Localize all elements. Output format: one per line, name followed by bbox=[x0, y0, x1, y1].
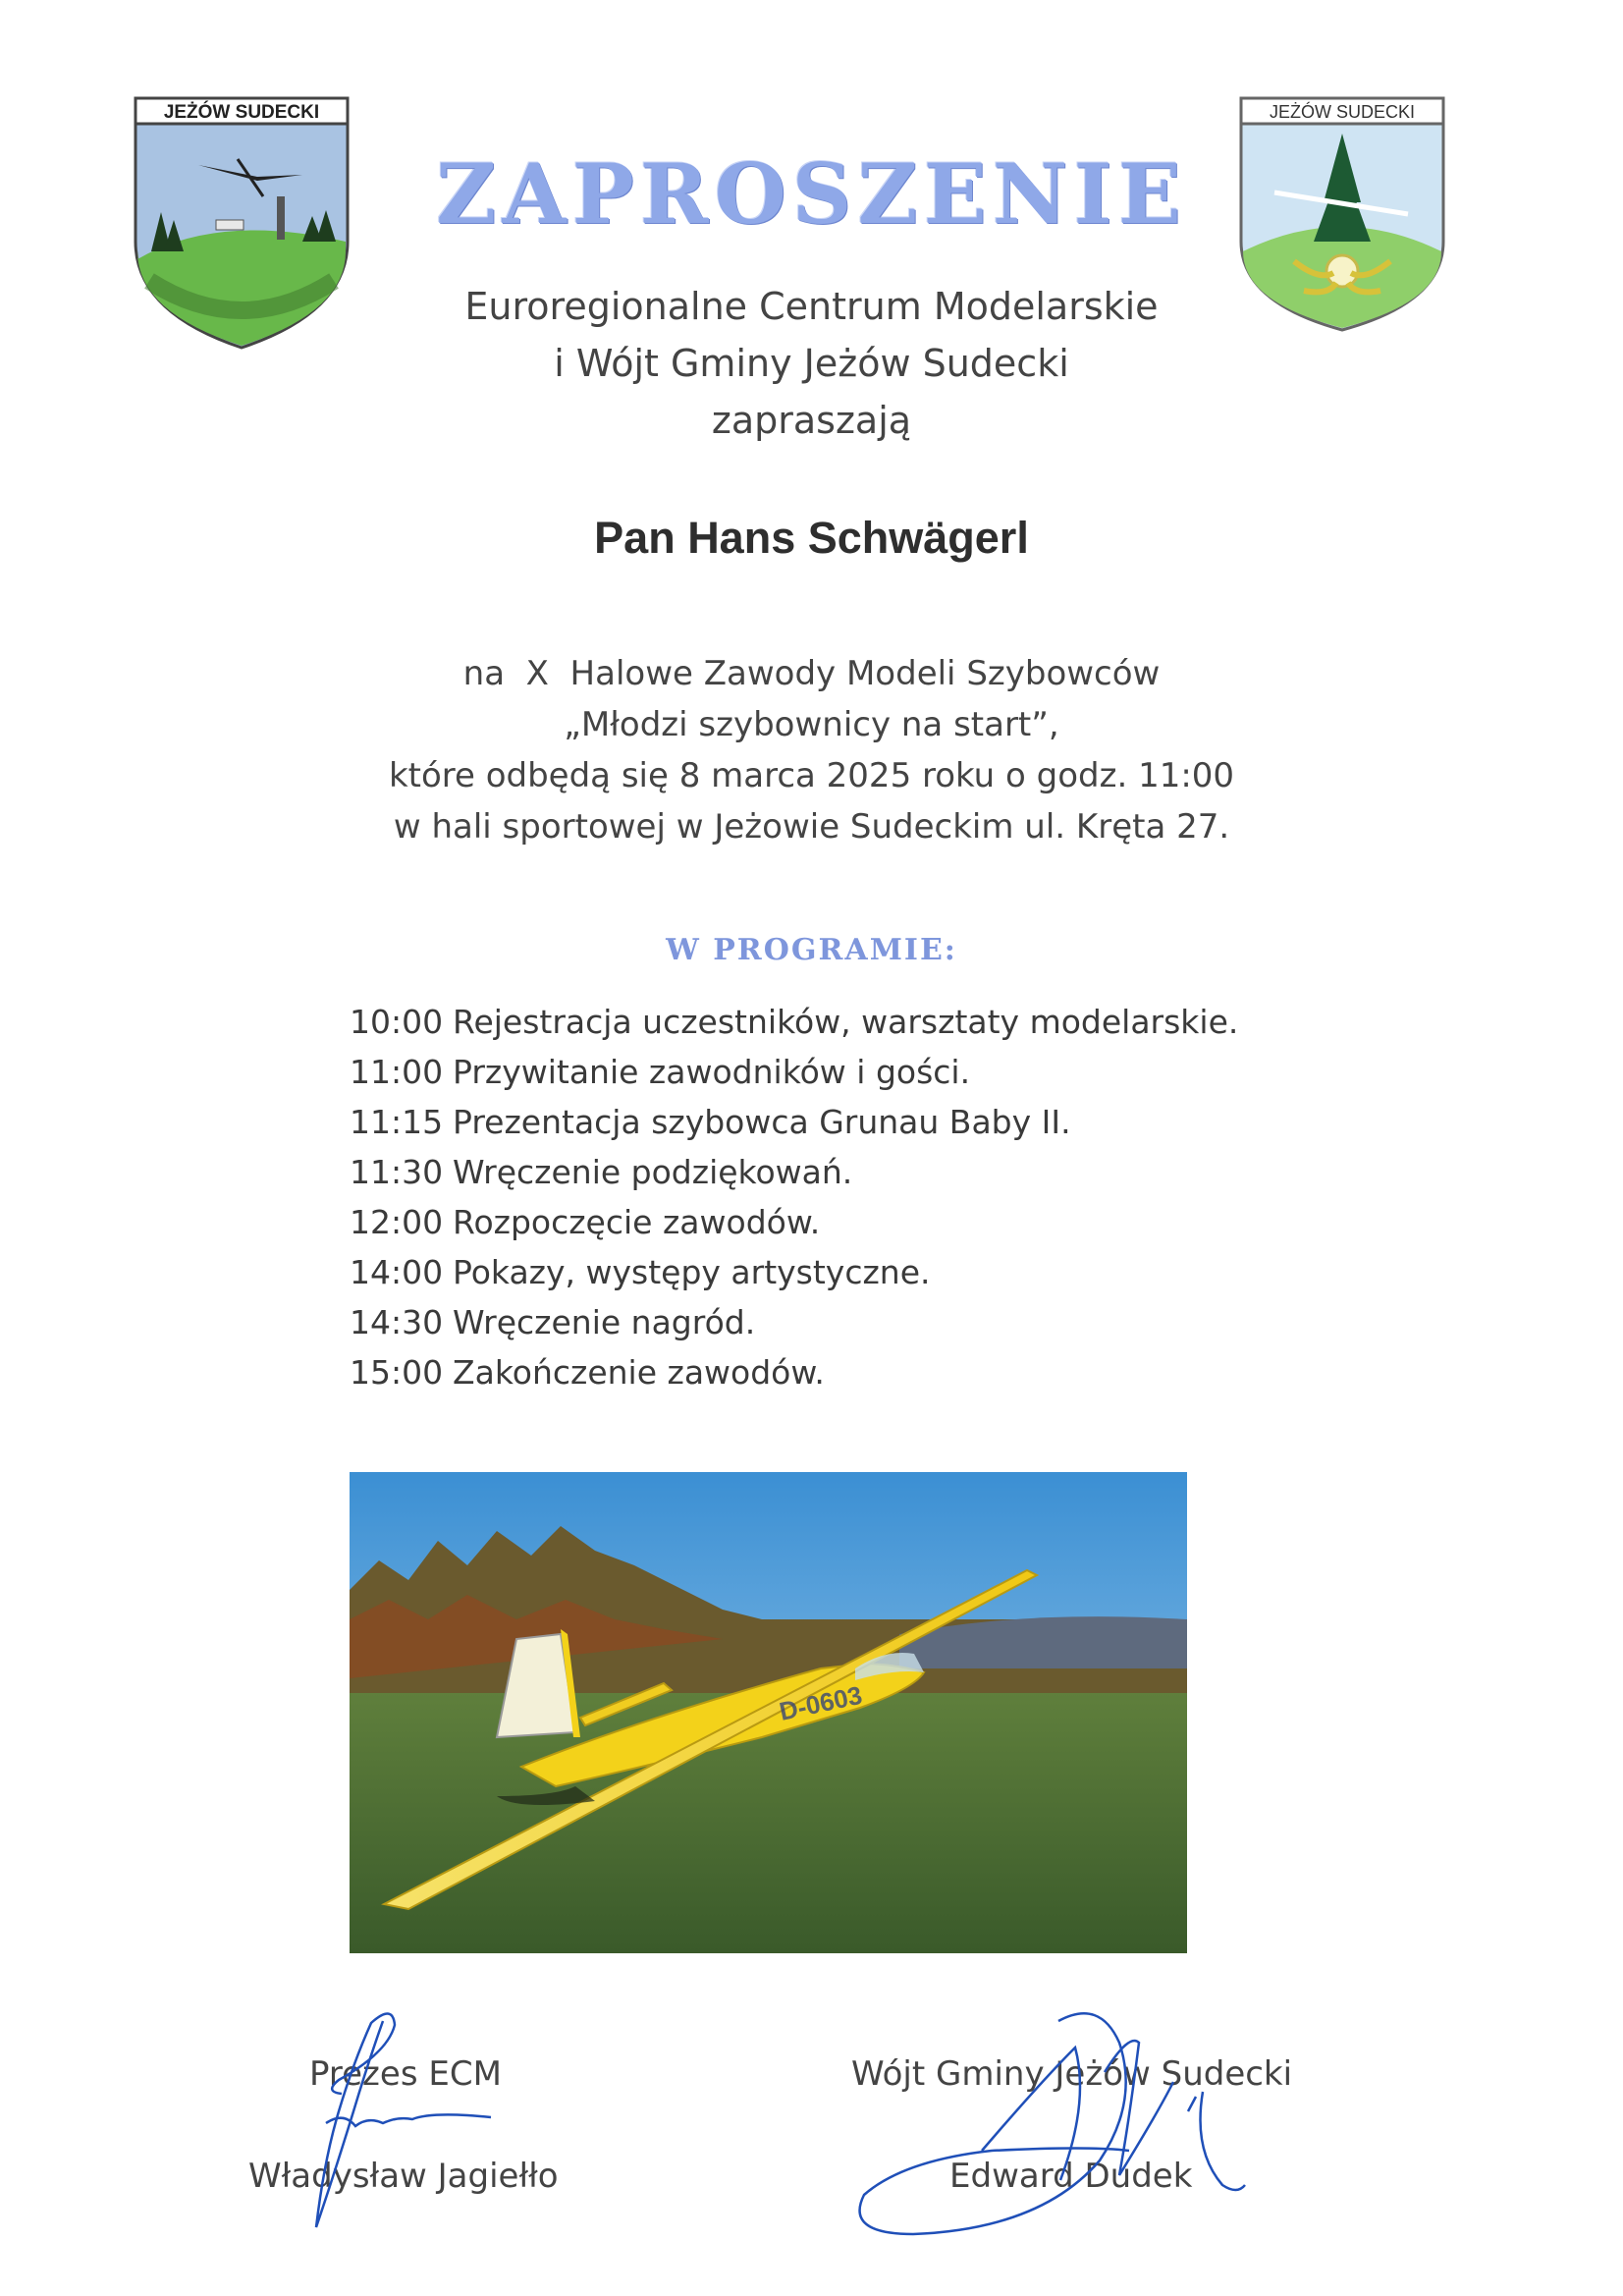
program-heading: W PROGRAMIE: bbox=[666, 933, 957, 967]
guest-name: Pan Hans Schwägerl bbox=[594, 513, 1029, 563]
details-line-1: na X Halowe Zawody Modeli Szybowców bbox=[462, 654, 1161, 693]
signature-right-ink bbox=[860, 2013, 1245, 2234]
organizers-line-2: i Wójt Gminy Jeżów Sudecki bbox=[554, 342, 1069, 385]
crest-right-label: JEŻÓW SUDECKI bbox=[1269, 102, 1416, 122]
program-item bbox=[350, 1197, 1238, 1247]
crest-left-label: JEŻÓW SUDECKI bbox=[163, 102, 320, 123]
details-line-2: „Młodzi szybownicy na start”, bbox=[564, 705, 1059, 744]
program-text: Przywitanie zawodników i gości. bbox=[453, 1053, 971, 1091]
program-text: Pokazy, występy artystyczne. bbox=[453, 1253, 931, 1291]
organizers-block bbox=[0, 278, 1623, 449]
program-text: Zakończenie zawodów. bbox=[453, 1353, 825, 1392]
program-text: Prezentacja szybowca Grunau Baby II. bbox=[453, 1103, 1071, 1141]
program-item bbox=[350, 1297, 1238, 1347]
program-text: Rejestracja uczestników, warsztaty modelarskie. bbox=[453, 1003, 1239, 1041]
program-item bbox=[350, 1097, 1238, 1147]
program-time: 14:00 bbox=[350, 1253, 444, 1291]
program-item bbox=[350, 1147, 1238, 1197]
organizers-line-3: zapraszają bbox=[711, 399, 912, 442]
program-text: Wręczenie nagród. bbox=[453, 1303, 756, 1341]
program-time: 11:15 bbox=[350, 1103, 444, 1141]
program-time: 10:00 bbox=[350, 1003, 444, 1041]
details-line-4: w hali sportowej w Jeżowie Sudeckim ul. Kręta 27. bbox=[393, 807, 1230, 847]
program-time: 12:00 bbox=[350, 1203, 444, 1241]
signature-left-title: Prezes ECM bbox=[309, 2054, 502, 2094]
program-text: Wręczenie podziękowań. bbox=[453, 1153, 853, 1191]
signature-right-name: Edward Dudek bbox=[949, 2157, 1193, 2196]
glider-marking: D-0603 bbox=[777, 1679, 865, 1726]
event-details bbox=[0, 648, 1623, 852]
program-text: Rozpoczęcie zawodów. bbox=[453, 1203, 821, 1241]
page-title: ZAPROSZENIE bbox=[436, 145, 1187, 243]
glider-photo bbox=[350, 1472, 1187, 1953]
program-item bbox=[350, 1347, 1238, 1397]
program-item bbox=[350, 997, 1238, 1047]
program-time: 11:30 bbox=[350, 1153, 444, 1191]
program-item bbox=[350, 1047, 1238, 1097]
signature-right-title: Wójt Gminy Jeżów Sudecki bbox=[851, 2054, 1293, 2094]
program-time: 14:30 bbox=[350, 1303, 444, 1341]
program-time: 11:00 bbox=[350, 1053, 444, 1091]
organizers-line-1: Euroregionalne Centrum Modelarskie bbox=[464, 285, 1159, 328]
program-time: 15:00 bbox=[350, 1353, 444, 1392]
program-item bbox=[350, 1247, 1238, 1297]
details-line-3: które odbędą się 8 marca 2025 roku o godz. 11:00 bbox=[388, 756, 1235, 795]
signature-left-name: Władysław Jagiełło bbox=[248, 2157, 559, 2196]
program-list bbox=[350, 997, 1238, 1397]
